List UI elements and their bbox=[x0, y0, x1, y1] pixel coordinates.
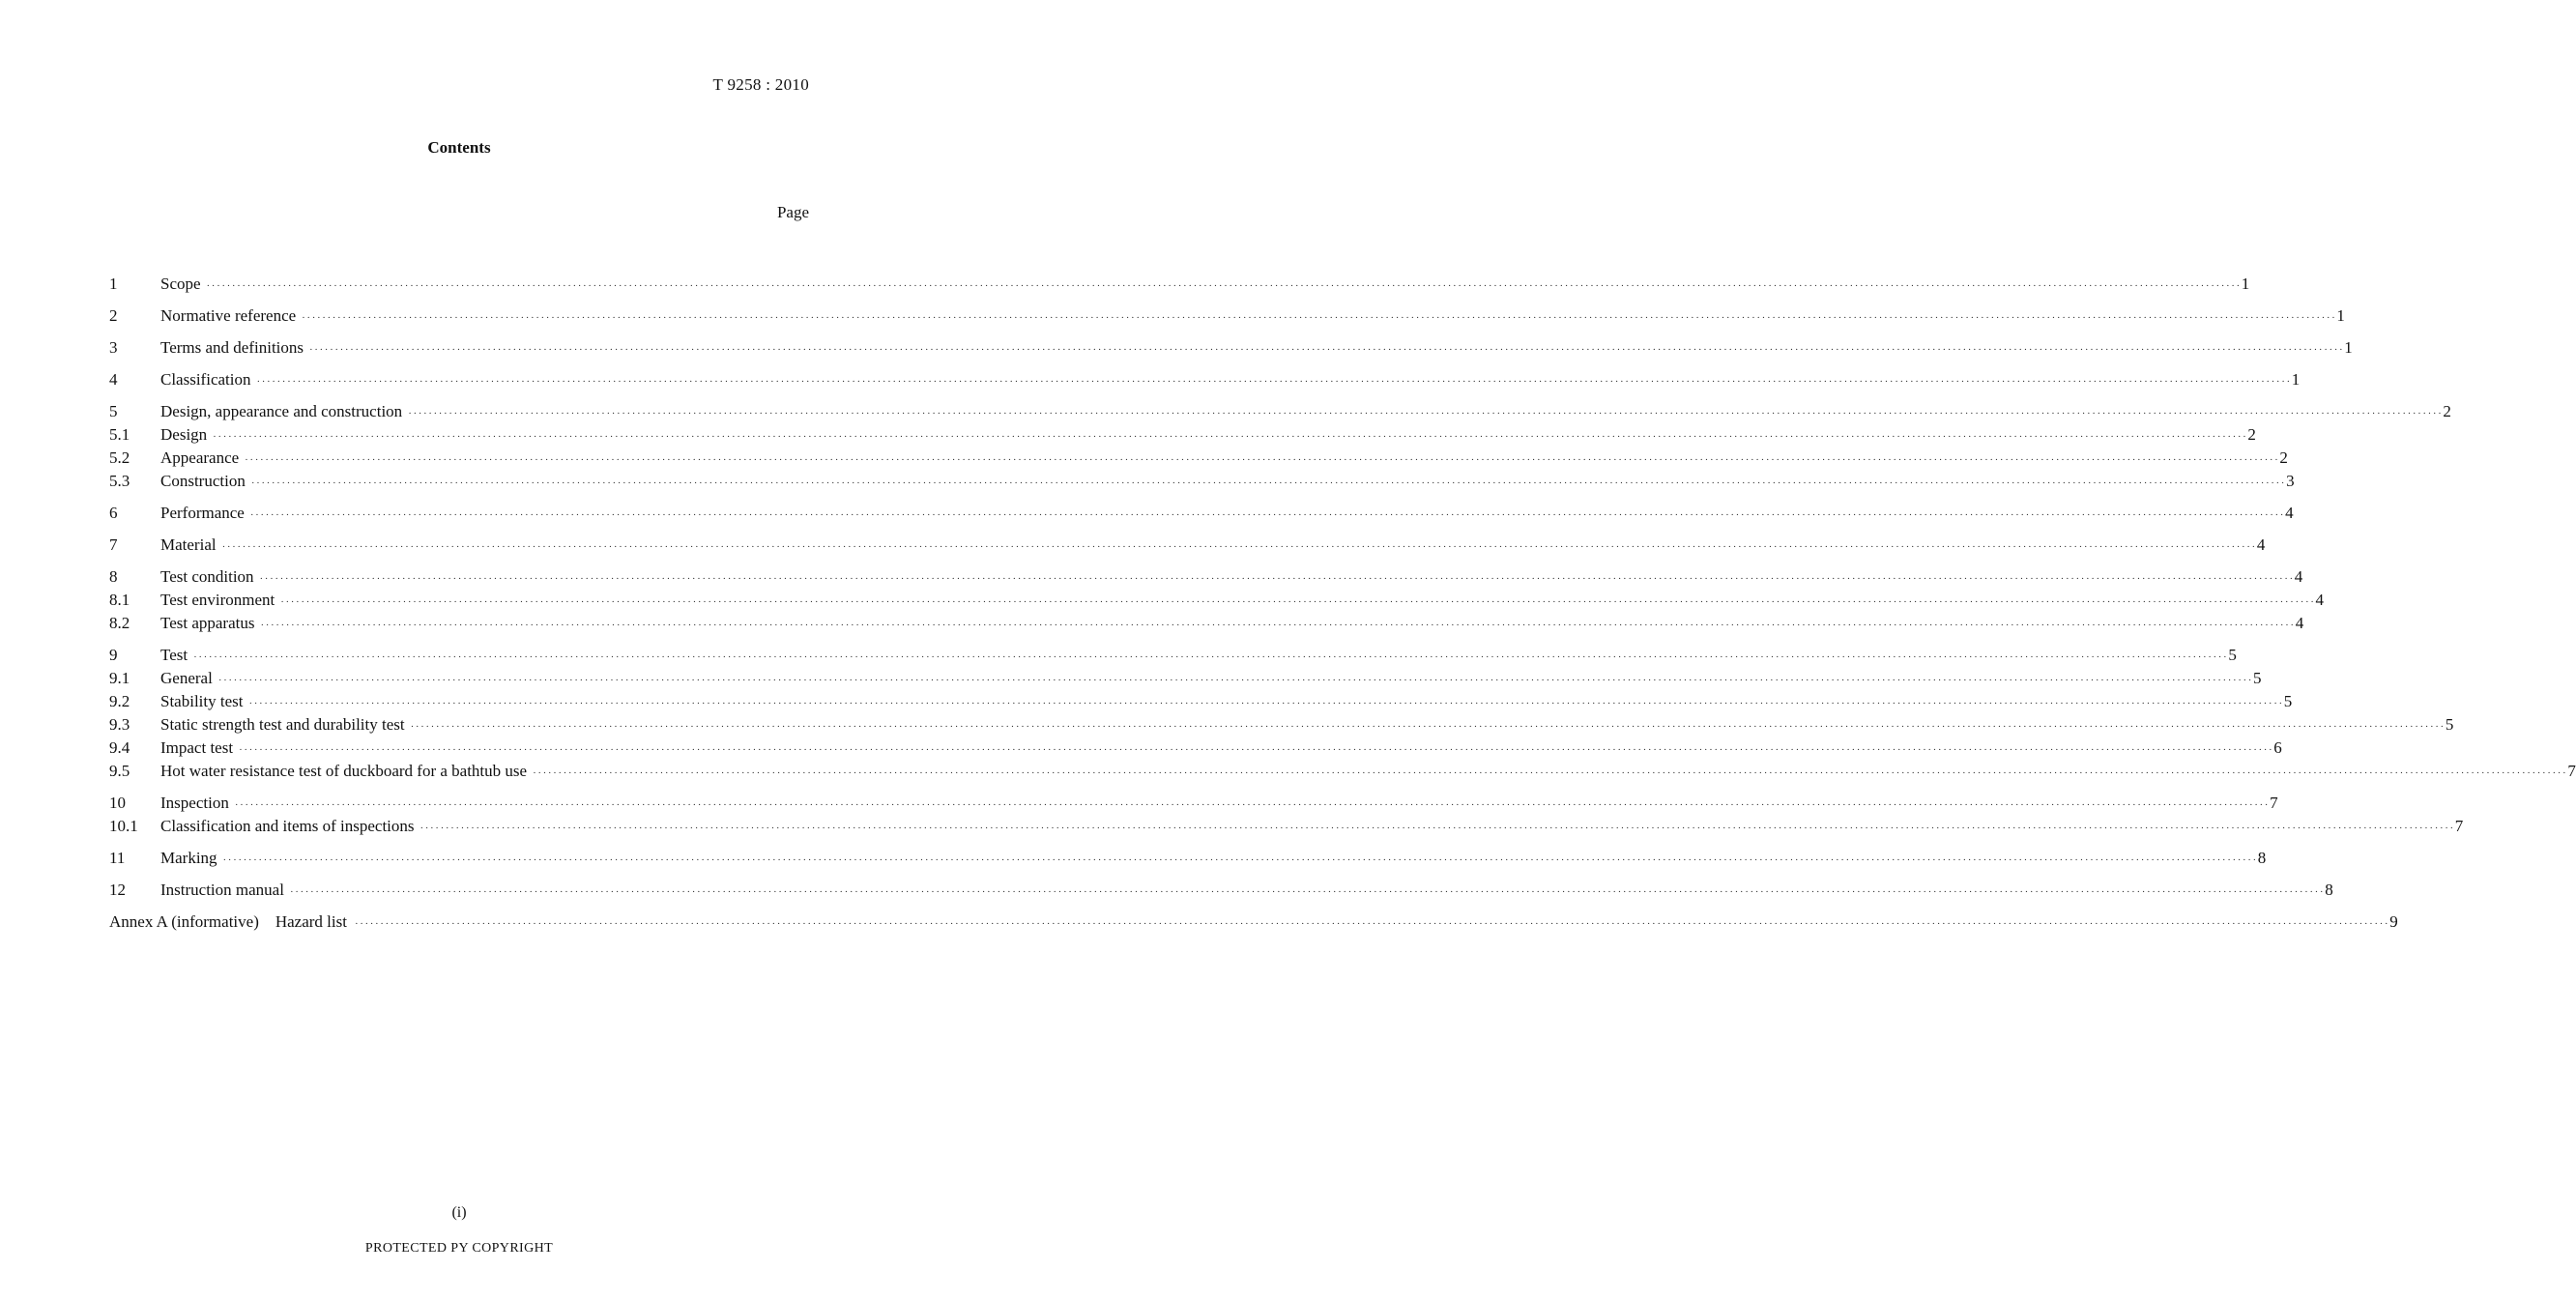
toc-entry-number: 10 bbox=[109, 794, 126, 812]
toc-annex-entry[interactable] bbox=[109, 910, 2398, 934]
toc-entry-page: 2 bbox=[2443, 402, 2451, 420]
toc-entry-page: 1 bbox=[2336, 306, 2345, 325]
toc-entry-number: 5.2 bbox=[109, 448, 130, 467]
toc-entry[interactable] bbox=[109, 847, 2267, 870]
toc-entry[interactable] bbox=[109, 368, 2301, 391]
toc-entry-title: Normative reference bbox=[160, 306, 297, 325]
toc-entry[interactable] bbox=[109, 534, 2266, 557]
toc-entry[interactable] bbox=[109, 447, 2288, 470]
toc-entry-number: 5.3 bbox=[109, 472, 130, 490]
toc-entry-page: 2 bbox=[2247, 425, 2256, 444]
dot-leader: ················································································································································································································································································································································································································ bbox=[260, 620, 2296, 631]
toc-entry-page: 8 bbox=[2257, 849, 2267, 867]
toc-entry-number: 4 bbox=[109, 370, 118, 389]
dot-leader: ················································································································································································································································································································································································································ bbox=[256, 376, 2292, 388]
toc-entry-page: 1 bbox=[2344, 338, 2353, 357]
toc-entry-number: 5 bbox=[109, 402, 118, 420]
page-column-label: Page bbox=[776, 203, 809, 221]
toc-entry-number: 9.4 bbox=[109, 738, 130, 757]
dot-leader: ················································································································································································································································································································································································································ bbox=[249, 509, 2286, 521]
toc-entry[interactable] bbox=[109, 304, 2345, 328]
toc-entry-number: 10.1 bbox=[109, 817, 138, 835]
dot-leader: ················································································································································································································································································································································································································ bbox=[234, 799, 2271, 811]
toc-entry-page: 1 bbox=[2241, 274, 2250, 293]
toc-entry-title: Appearance bbox=[160, 448, 240, 467]
toc-entry-title: Classification and items of inspections bbox=[160, 817, 415, 835]
toc-entry-title: Test bbox=[160, 646, 188, 664]
toc-entry[interactable] bbox=[109, 423, 2256, 447]
dot-leader: ················································································································································································································································································································································································································ bbox=[410, 721, 2446, 733]
dot-leader: ················································································································································································································································································································································································································ bbox=[248, 698, 2284, 709]
dot-leader: ················································································································································································································································································································································································································ bbox=[259, 573, 2295, 585]
toc-entry-number: 12 bbox=[109, 881, 126, 899]
toc-entry-title: Scope bbox=[160, 274, 201, 293]
toc-entry-page: 1 bbox=[2291, 370, 2301, 389]
toc-entry-page: 3 bbox=[2286, 472, 2295, 490]
toc-entry-page: 4 bbox=[2315, 591, 2324, 609]
toc-entry[interactable] bbox=[109, 737, 2282, 760]
toc-entry-page: 5 bbox=[2283, 692, 2293, 710]
toc-entry-number: 5.1 bbox=[109, 425, 130, 444]
toc-entry-number: 9.3 bbox=[109, 715, 130, 734]
toc-entry-number: 9.1 bbox=[109, 669, 130, 687]
toc-entry-title: Test apparatus bbox=[160, 614, 255, 632]
toc-entry-number: 9.5 bbox=[109, 762, 130, 780]
toc-entry-title: Test environment bbox=[160, 591, 275, 609]
toc-entry[interactable] bbox=[109, 470, 2295, 493]
toc-entry[interactable] bbox=[109, 667, 2262, 690]
dot-leader: ················································································································································································································································································································································································································ bbox=[289, 886, 2326, 898]
toc-entry-page: 6 bbox=[2273, 738, 2282, 757]
toc-entry[interactable] bbox=[109, 502, 2294, 525]
toc-entry-page: 5 bbox=[2253, 669, 2262, 687]
toc-entry-page: 7 bbox=[2270, 794, 2278, 812]
toc-entry-title: Marking bbox=[160, 849, 217, 867]
toc-entry-title: Design bbox=[160, 425, 208, 444]
toc-entry-title: Construction bbox=[160, 472, 246, 490]
toc-entry-title: Instruction manual bbox=[160, 881, 284, 899]
toc-entry[interactable] bbox=[109, 273, 2250, 296]
toc-entry[interactable] bbox=[109, 713, 2454, 737]
toc-entry[interactable] bbox=[109, 792, 2278, 815]
dot-leader: ················································································································································································································································································································································································································ bbox=[221, 541, 2257, 553]
toc-entry-number: 1 bbox=[109, 274, 118, 293]
toc-annex-title: Annex A (informative) Hazard list bbox=[109, 912, 347, 931]
dot-leader: ················································································································································································································································································································································································································ bbox=[217, 675, 2254, 686]
page-title: Contents bbox=[427, 138, 491, 157]
toc-entry-number: 11 bbox=[109, 849, 126, 867]
toc-entry[interactable] bbox=[109, 879, 2333, 902]
toc-entry-number: 8.2 bbox=[109, 614, 130, 632]
dot-leader: ················································································································································································································································································································································································································ bbox=[533, 767, 2568, 779]
dot-leader: ················································································································································································································································································································································································································ bbox=[213, 431, 2248, 443]
toc-entry-number: 8 bbox=[109, 567, 118, 586]
dot-leader: ················································································································································································································································································································································································································ bbox=[245, 454, 2280, 466]
toc-entry[interactable] bbox=[109, 815, 2464, 838]
toc-entry-title: Terms and definitions bbox=[160, 338, 304, 357]
toc-entry-page: 5 bbox=[2445, 715, 2454, 734]
toc-annex-page: 9 bbox=[2389, 912, 2398, 931]
dot-leader: ················································································································································································································································································································································································································ bbox=[239, 744, 2274, 756]
toc-entry[interactable] bbox=[109, 644, 2237, 667]
standard-number: T 9258 : 2010 bbox=[712, 75, 809, 94]
dot-leader: ················································································································································································································································································································································································································ bbox=[302, 312, 2337, 324]
toc-entry-title: Impact test bbox=[160, 738, 234, 757]
dot-leader: ················································································································································································································································································································································································································ bbox=[354, 918, 2390, 930]
dot-leader: ················································································································································································································································································································································································································ bbox=[408, 408, 2444, 419]
toc-entry-page: 8 bbox=[2325, 881, 2333, 899]
toc-entry[interactable] bbox=[109, 565, 2303, 589]
toc-entry-number: 2 bbox=[109, 306, 118, 325]
toc-entry-number: 7 bbox=[109, 535, 118, 554]
toc-entry-title: Material bbox=[160, 535, 217, 554]
toc-entry-page: 7 bbox=[2454, 817, 2464, 835]
toc-entry[interactable] bbox=[109, 589, 2324, 612]
dot-leader: ················································································································································································································································································································································································································ bbox=[206, 280, 2242, 292]
toc-entry-title: Stability test bbox=[160, 692, 244, 710]
toc-entry-title: General bbox=[160, 669, 213, 687]
dot-leader: ················································································································································································································································································································································································································ bbox=[280, 596, 2316, 608]
toc-entry-title: Test condition bbox=[160, 567, 254, 586]
toc-entry-page: 4 bbox=[2294, 567, 2303, 586]
toc-entry-page: 4 bbox=[2256, 535, 2266, 554]
toc-entry-title: Hot water resistance test of duckboard for a bathtub use bbox=[160, 762, 528, 780]
toc-entry-title: Inspection bbox=[160, 794, 229, 812]
toc-entry[interactable] bbox=[109, 760, 2576, 783]
toc-entry[interactable] bbox=[109, 690, 2293, 713]
dot-leader: ················································································································································································································································································································································································································ bbox=[250, 477, 2287, 489]
toc-entry-number: 6 bbox=[109, 504, 118, 522]
toc-entry-page: 7 bbox=[2567, 762, 2576, 780]
toc-entry-page: 4 bbox=[2285, 504, 2294, 522]
toc-entry-title: Static strength test and durability test bbox=[160, 715, 405, 734]
toc-entry-number: 9 bbox=[109, 646, 118, 664]
toc-entry-page: 5 bbox=[2228, 646, 2237, 664]
toc-entry[interactable] bbox=[109, 400, 2451, 423]
toc-entry-number: 9.2 bbox=[109, 692, 130, 710]
table-of-contents bbox=[109, 273, 2576, 934]
toc-entry-number: 3 bbox=[109, 338, 118, 357]
toc-entry-title: Classification bbox=[160, 370, 251, 389]
toc-entry-title: Performance bbox=[160, 504, 245, 522]
page-number: (i) bbox=[451, 1204, 467, 1221]
toc-entry-number: 8.1 bbox=[109, 591, 130, 609]
dot-leader: ················································································································································································································································································································································································································ bbox=[420, 823, 2455, 834]
copyright-notice: PROTECTED PY COPYRIGHT bbox=[364, 1241, 554, 1256]
dot-leader: ················································································································································································································································································································································································································ bbox=[193, 651, 2229, 663]
toc-entry-page: 4 bbox=[2295, 614, 2304, 632]
toc-entry-page: 2 bbox=[2279, 448, 2288, 467]
toc-entry-title: Design, appearance and construction bbox=[160, 402, 403, 420]
toc-entry[interactable] bbox=[109, 612, 2304, 635]
dot-leader: ················································································································································································································································································································································································································ bbox=[309, 344, 2345, 356]
dot-leader: ················································································································································································································································································································································································································ bbox=[222, 854, 2258, 866]
toc-entry[interactable] bbox=[109, 336, 2353, 360]
